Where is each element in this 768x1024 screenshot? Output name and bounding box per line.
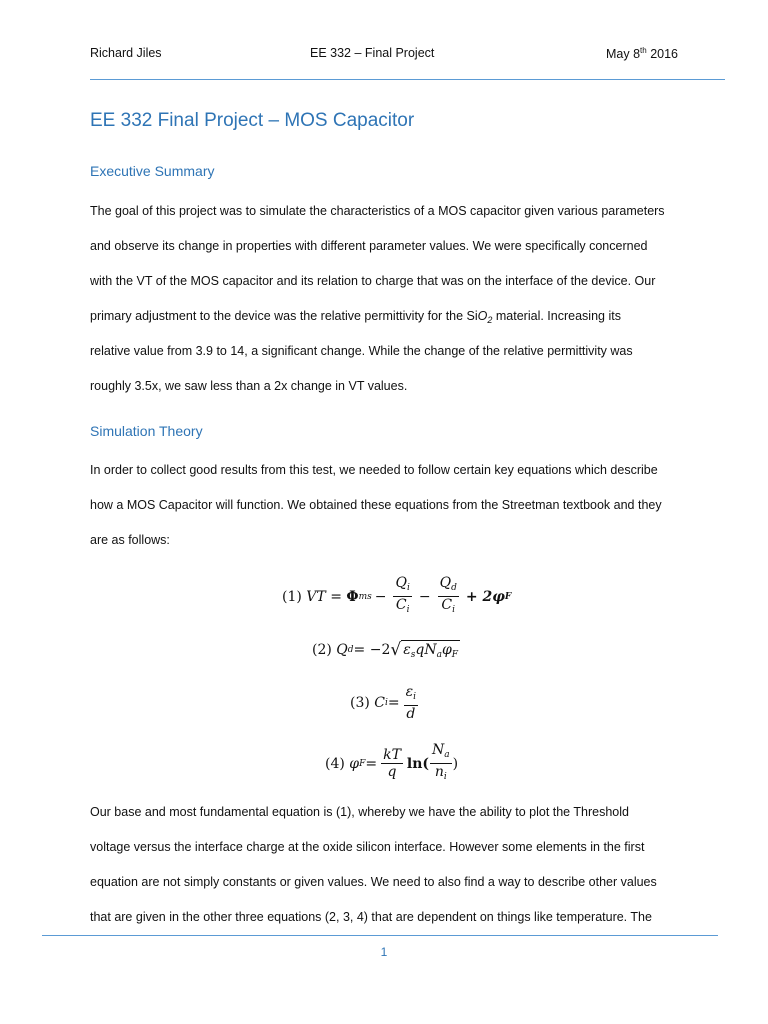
header-course: EE 332 – Final Project — [310, 46, 435, 60]
section-heading-executive-summary: Executive Summary — [90, 163, 215, 179]
eq-term: ε — [403, 642, 411, 658]
header-rule — [90, 79, 725, 80]
header-author: Richard Jiles — [90, 46, 162, 60]
eq-term: ln( — [406, 755, 430, 772]
eq-term: C — [441, 597, 453, 613]
eq-term: ε — [405, 684, 414, 700]
simulation-theory-intro — [90, 453, 690, 558]
eq-term: Q — [395, 575, 407, 591]
eq-term: q — [387, 764, 397, 780]
subscript: d — [347, 645, 354, 655]
equation-label: (2) — [312, 642, 332, 658]
eq-term: d — [406, 706, 416, 722]
eq-term: Q — [439, 575, 452, 591]
eq-operator: ) — [452, 755, 459, 772]
text-segment: O — [477, 309, 488, 323]
subscript: F — [451, 650, 459, 660]
header-date-year: 2016 — [646, 47, 678, 62]
text-line: and observe its change in properties with different parameter values. We were specifically concerned — [90, 239, 648, 253]
eq-operator: − — [418, 588, 431, 605]
text-line: are as follows: — [90, 533, 170, 547]
eq-operator: = −2 — [353, 642, 391, 658]
subscript: F — [504, 591, 512, 602]
equation-label: (1) — [282, 588, 302, 605]
text-line: roughly 3.5x, we saw less than a 2x change in VT values. — [90, 379, 408, 393]
equation-3 — [350, 684, 422, 722]
subscript: i — [406, 583, 410, 593]
fraction — [381, 747, 403, 780]
executive-summary-paragraph — [90, 194, 690, 404]
equation-label: (4) — [325, 755, 345, 772]
text-line: voltage versus the interface charge at the oxide silicon interface. However some elements in the first — [90, 840, 645, 854]
eq-term: + 2φ — [465, 588, 505, 605]
subscript: d — [451, 583, 457, 593]
eq-term: VT = — [306, 588, 342, 605]
text-segment: primary adjustment to the device was the relative permittivity for the Si — [90, 309, 478, 323]
eq-term: kT — [383, 747, 401, 763]
eq-term: φ — [349, 755, 360, 772]
subscript: i — [406, 605, 410, 615]
eq-term: N — [432, 742, 445, 758]
text-line: how a MOS Capacitor will function. We obtained these equations from the Streetman textbook and they — [90, 498, 662, 512]
subscript: a — [444, 750, 450, 760]
subscript: i — [385, 698, 388, 708]
eq-operator: = — [387, 695, 400, 711]
text-line: Our base and most fundamental equation is (1), whereby we have the ability to plot the Threshold — [90, 805, 629, 819]
eq-term: n — [434, 764, 444, 780]
eq-term: qN — [415, 642, 437, 658]
subscript: i — [452, 605, 456, 615]
subscript: 2 — [487, 315, 493, 325]
eq-term: C — [374, 695, 386, 711]
sqrt-sign: √ — [390, 640, 402, 660]
eq-term: C — [395, 597, 407, 613]
text-line: with the VT of the MOS capacitor and its relation to charge that was on the interface of the device. Our — [90, 274, 656, 288]
fraction — [438, 575, 459, 618]
subscript: ms — [358, 591, 372, 602]
equation-2 — [312, 640, 460, 660]
text-line: relative value from 3.9 to 14, a significant change. While the change of the relative permittivity was — [90, 344, 633, 358]
text-line: In order to collect good results from this test, we needed to follow certain key equations which describe — [90, 463, 658, 477]
subscript: F — [359, 758, 366, 769]
header-date-suffix: th — [640, 46, 647, 55]
subscript: s — [410, 650, 416, 660]
section-heading-simulation-theory: Simulation Theory — [90, 423, 203, 439]
fraction — [430, 742, 452, 785]
fraction — [393, 575, 411, 618]
text-line: equation are not simply constants or given values. We need to also find a way to describe other values — [90, 875, 657, 889]
footer-rule — [42, 935, 718, 936]
page-header — [90, 46, 678, 66]
page-number: 1 — [380, 945, 388, 959]
sqrt-radicand — [401, 640, 460, 660]
equation-4 — [325, 742, 458, 785]
subscript: i — [413, 692, 417, 702]
header-date-day: May 8 — [606, 47, 641, 62]
simulation-theory-body — [90, 795, 690, 935]
text-line: that are given in the other three equations (2, 3, 4) that are dependent on things like temperature. The — [90, 910, 652, 924]
eq-operator: − — [374, 588, 387, 605]
text-segment: material. Increasing its — [492, 309, 621, 323]
eq-operator: = — [365, 755, 378, 772]
subscript: a — [436, 650, 442, 660]
text-line: The goal of this project was to simulate the characteristics of a MOS capacitor given various parameters — [90, 204, 665, 218]
document-title: EE 332 Final Project – MOS Capacitor — [90, 110, 415, 131]
eq-term: φ — [441, 642, 452, 658]
subscript: i — [443, 772, 447, 782]
text-line — [90, 299, 690, 334]
equation-1 — [282, 575, 511, 618]
header-date — [606, 46, 678, 61]
equation-label: (3) — [350, 695, 370, 711]
eq-term: Q — [336, 642, 348, 658]
fraction — [404, 684, 418, 722]
eq-term: Φ — [346, 588, 359, 605]
